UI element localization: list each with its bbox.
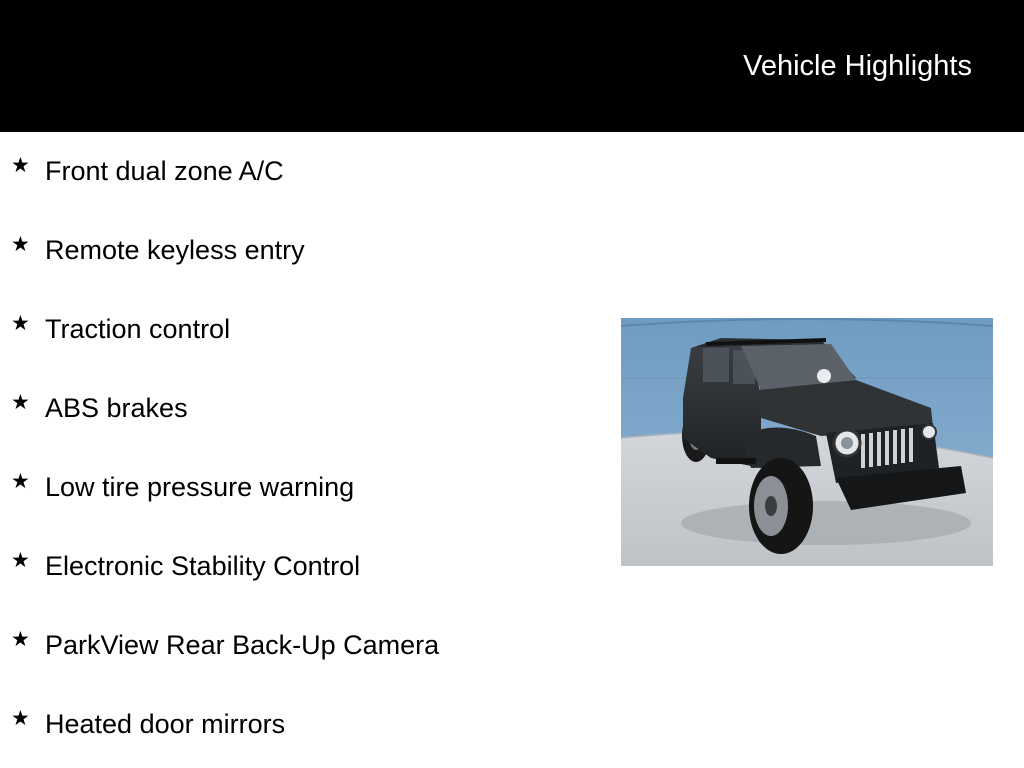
list-item (0, 211, 600, 265)
star-icon: ★ (11, 470, 30, 493)
feature-label: Traction control (45, 314, 231, 344)
star-icon: ★ (11, 628, 30, 651)
feature-label: ParkView Rear Back-Up Camera (45, 630, 440, 660)
list-item (0, 369, 600, 423)
list-item (0, 527, 600, 581)
header-bar (0, 0, 1024, 132)
star-icon: ★ (11, 391, 30, 414)
vehicle-image (621, 318, 993, 566)
page-title: Vehicle Highlights (743, 50, 972, 82)
star-icon: ★ (11, 312, 30, 335)
feature-label: ABS brakes (45, 393, 188, 423)
feature-label: Low tire pressure warning (45, 472, 355, 502)
star-icon: ★ (11, 549, 30, 572)
feature-label: Heated door mirrors (45, 709, 286, 739)
star-icon: ★ (11, 154, 30, 177)
feature-label: Remote keyless entry (45, 235, 305, 265)
feature-label: Electronic Stability Control (45, 551, 361, 581)
vehicle-photo (621, 318, 993, 566)
list-item (0, 132, 600, 186)
list-item (0, 685, 600, 739)
star-icon: ★ (11, 707, 30, 730)
list-item (0, 290, 600, 344)
star-icon: ★ (11, 233, 30, 256)
list-item (0, 606, 600, 660)
feature-label: Front dual zone A/C (45, 156, 284, 186)
list-item (0, 448, 600, 502)
